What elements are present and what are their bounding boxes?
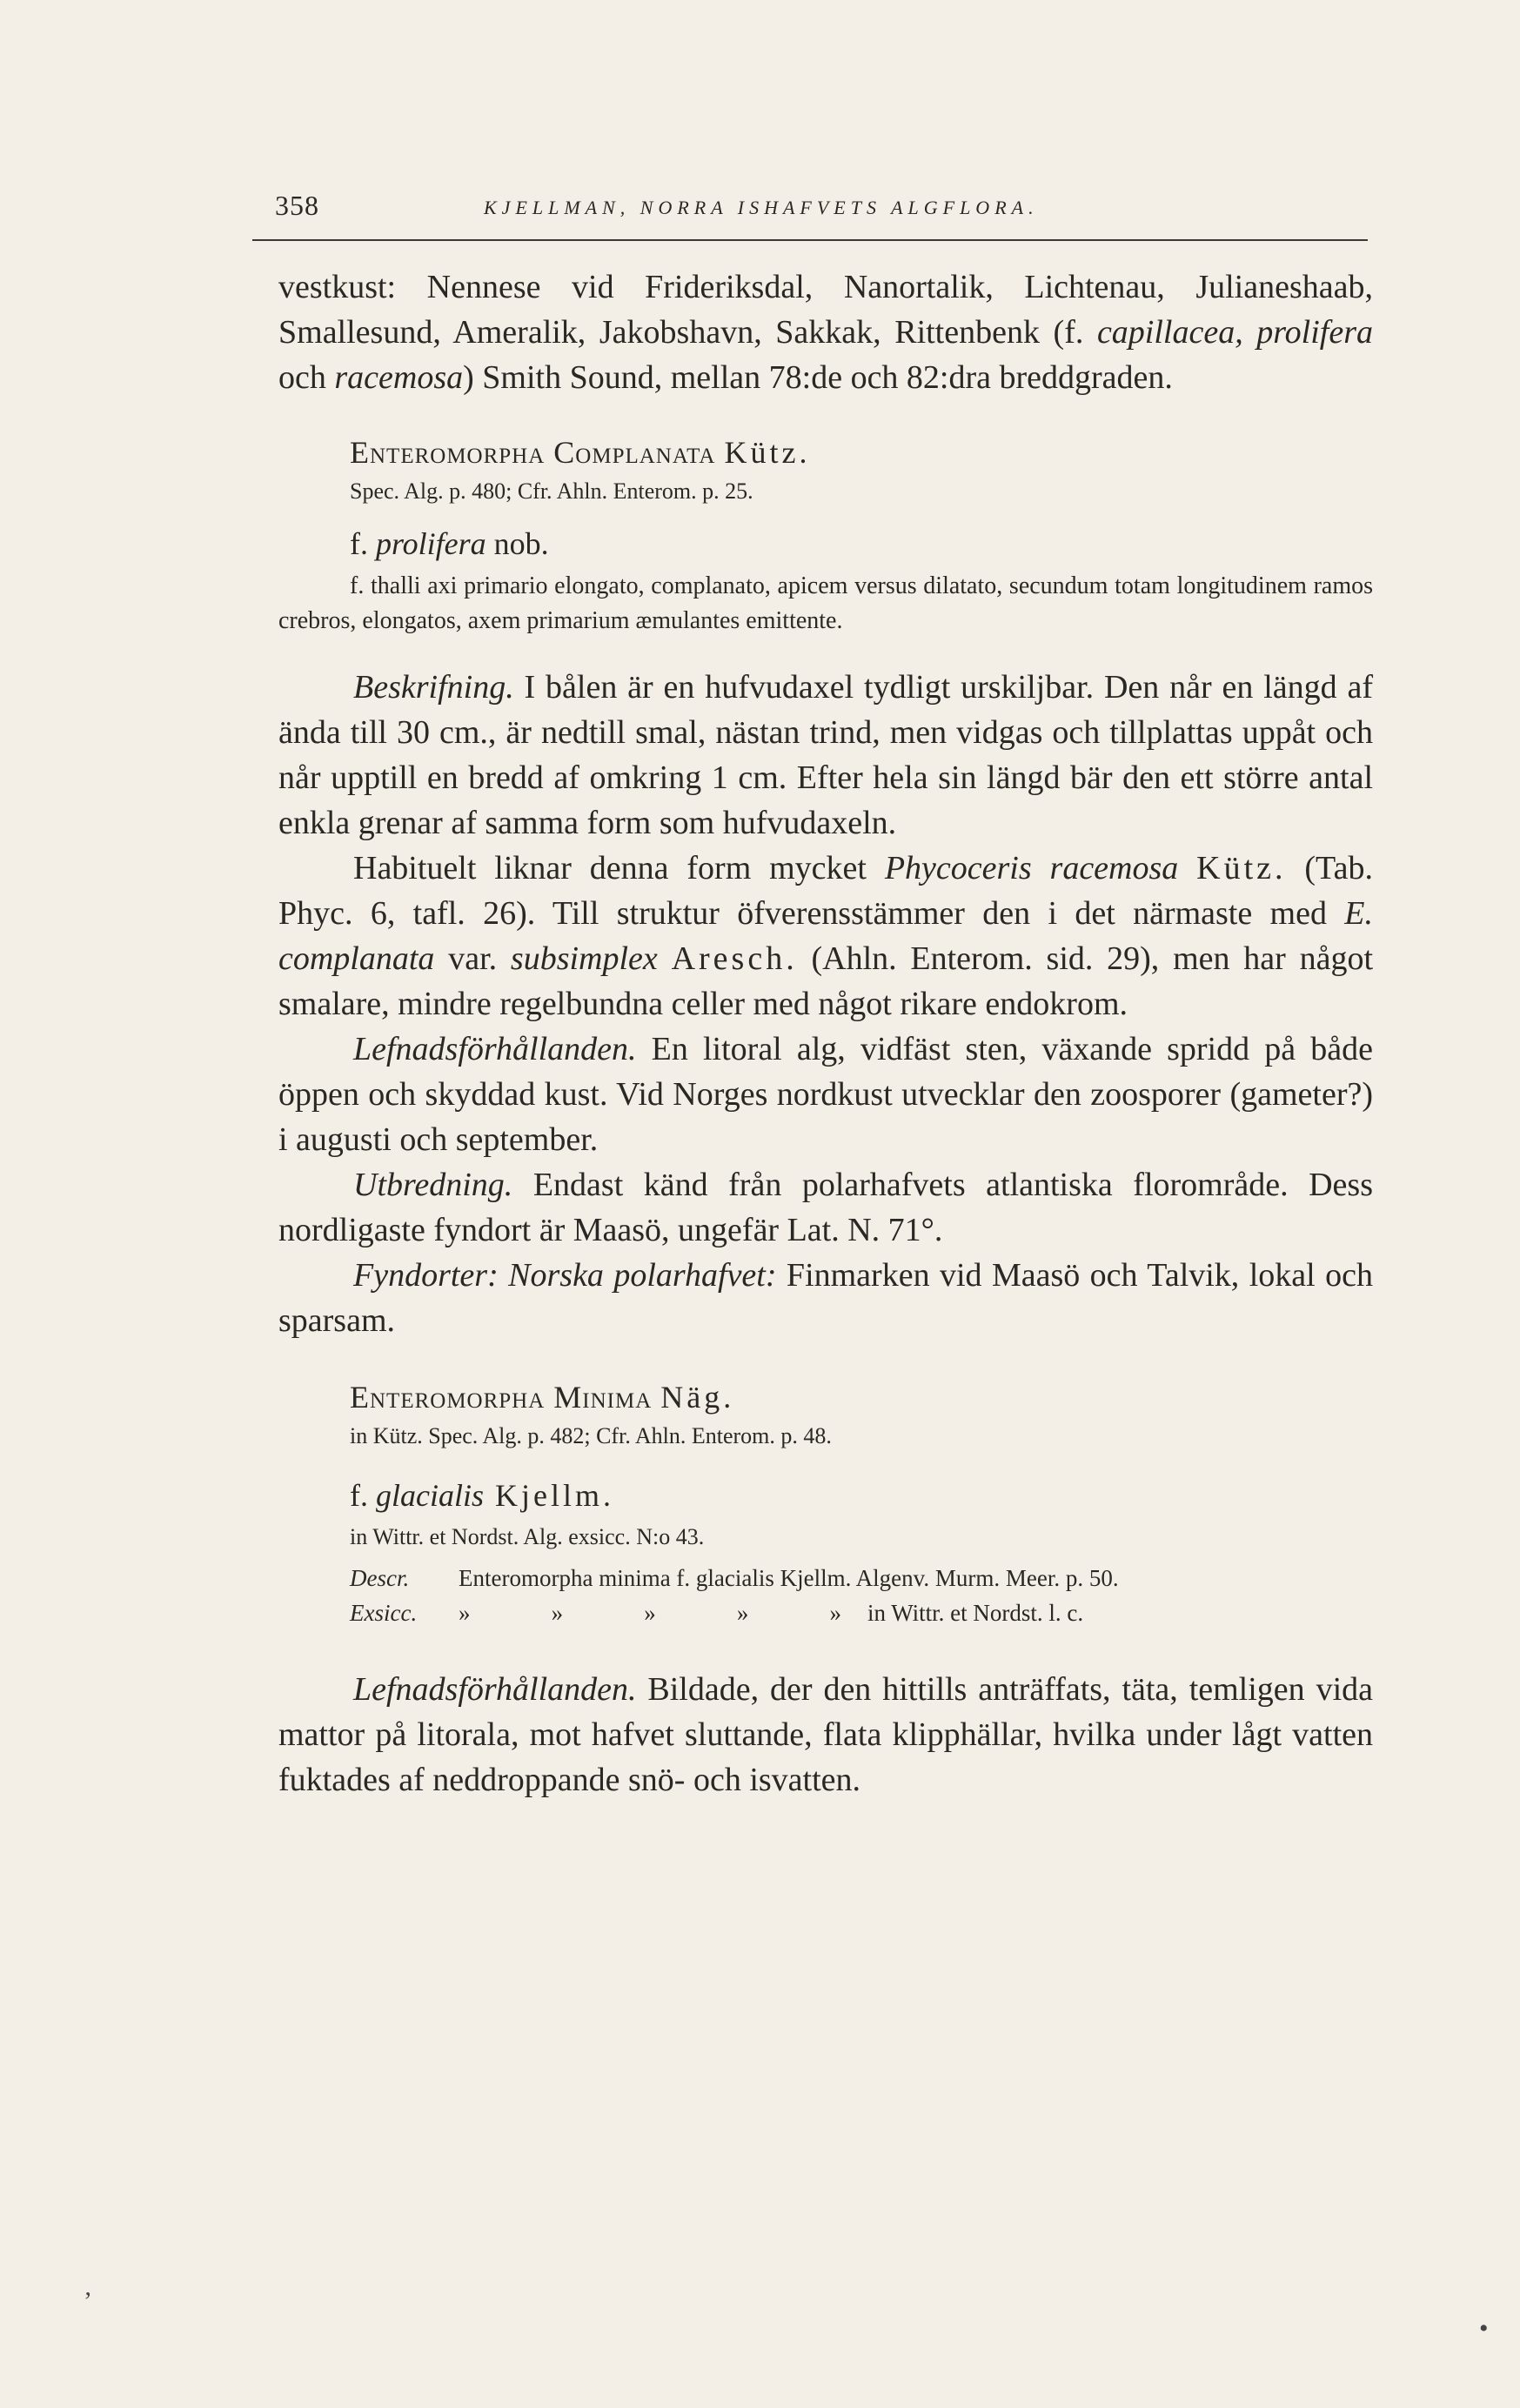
page-body	[278, 261, 1373, 1803]
ditto-marks: » » » » »	[459, 1600, 841, 1626]
form-heading-glacialis: f. glacialis Kjellm.	[350, 1478, 614, 1513]
header-rule	[252, 239, 1368, 241]
intro-paragraph: vestkust: Nennese vid Frideriksdal, Nanortalik, Lichtenau, Julianeshaab, Smallesund, Ameralik, Jakobshavn, Sakkak, Rittenbenk (f. capillacea, prolifera och racemosa) Smith Sound, mellan 78:de och 82:dra breddgraden.	[278, 269, 1373, 396]
distribution-paragraph: Utbredning. Endast känd från polarhafvets atlantiska florområde. Dess nordligaste fyndort är Maasö, ungefär Lat. N. 71°.	[278, 1167, 1373, 1248]
form-heading-prolifera: f. prolifera nob.	[350, 526, 549, 561]
stray-mark: ‚	[84, 2272, 92, 2301]
description-paragraph: Beskrifning. I bålen är en hufvudaxel tydligt urskiljbar. Den når en längd af ända till 30 cm., är nedtill smal, nästan trind, men vidgas och tillplattas uppåt och når upptill en bredd af omkring 1 cm. Efter hela sin längd bär den ett större antal enkla grenar af samma form som hufvudaxeln.	[278, 669, 1373, 841]
page-header	[275, 190, 1368, 242]
exsicc-line: Exsicc. » » » » » in Wittr. et Nordst. l. c.	[350, 1595, 1373, 1630]
running-title: KJELLMAN, NORRA ISHAFVETS ALGFLORA.	[484, 197, 1039, 218]
species-heading-minima: Enteromorpha Minima Näg.	[350, 1380, 735, 1415]
habitat-paragraph-minima: Lefnadsförhållanden. Bildade, der den hittills anträffats, täta, temligen vida mattor på litorala, mot hafvet sluttande, flata klipphällar, hvilka under lågt vatten fuktades af neddroppande snö- och isvatten.	[278, 1671, 1373, 1798]
localities-paragraph: Fyndorter: Norska polarhafvet: Finmarken vid Maasö och Talvik, lokal och sparsam.	[278, 1257, 1373, 1339]
page-number: 358	[275, 190, 319, 221]
habit-paragraph: Habituelt liknar denna form mycket Phycoceris racemosa Kütz. (Tab. Phyc. 6, tafl. 26). Till struktur öfverensstämmer den i det närmaste med E. complanata var. subsimplex Aresch. (Ahln. Enterom. sid. 29), men har något smalare, mindre regelbundna celler med något rikare endokrom.	[278, 850, 1373, 1022]
species-reference: Spec. Alg. p. 480; Cfr. Ahln. Enterom. p. 25.	[350, 478, 753, 504]
descr-line: Descr. Enteromorpha minima f. glacialis Kjellm. Algenv. Murm. Meer. p. 50.	[350, 1565, 1119, 1591]
latin-diagnosis: f. thalli axi primario elongato, complanato, apicem versus dilatato, secundum totam longitudinem ramos crebros, elongatos, axem primarium æmulantes emittente.	[278, 572, 1373, 634]
stray-dot: •	[1479, 2314, 1489, 2343]
exsiccata-reference: in Wittr. et Nordst. Alg. exsicc. N:o 43.	[350, 1524, 705, 1549]
habitat-paragraph: Lefnadsförhållanden. En litoral alg, vidfäst sten, växande spridd på både öppen och skyddad kust. Vid Norges nordkust utvecklar den zoosporer (gameter?) i augusti och september.	[278, 1031, 1373, 1158]
species-heading-complanata: Enteromorpha Complanata Kütz.	[350, 435, 811, 470]
species-reference-minima: in Kütz. Spec. Alg. p. 482; Cfr. Ahln. Enterom. p. 48.	[350, 1423, 832, 1448]
